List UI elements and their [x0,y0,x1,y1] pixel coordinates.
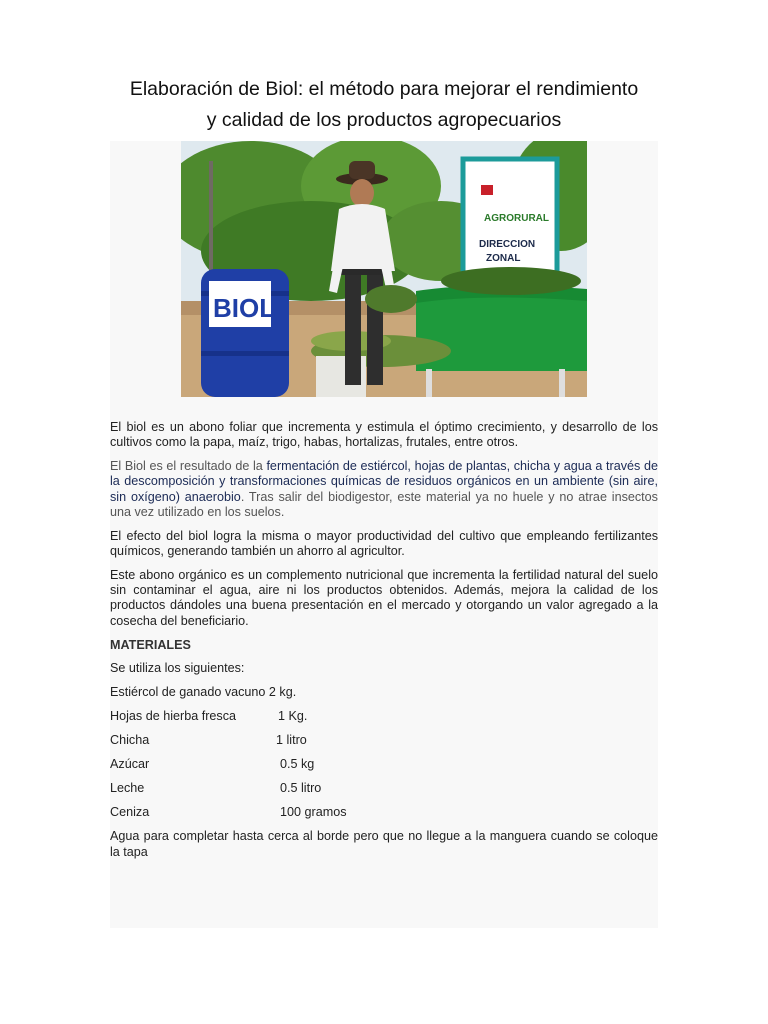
materials-heading: MATERIALES [110,637,191,652]
paragraph-effect: El efecto del biol logra la misma o mayor productividad del cultivo que empleando fertilizantes químicos, generando también un ahorro al agricultor. [110,528,658,559]
title-line-2: y calidad de los productos agropecuarios [206,109,562,131]
material-item [110,781,658,796]
paragraph-intro: El biol es un abono foliar que incrementa y estimula el óptimo crecimiento, y desarrollo de los cultivos como la papa, maíz, trigo, habas, hortalizas, frutales, entre otros. [110,420,658,450]
material-name: Leche [110,781,145,796]
material-name: Ceniza [110,805,150,820]
material-qty: 1 litro [276,733,307,748]
material-item [110,733,658,748]
material-name: Chicha [110,733,150,748]
paragraph-benefits: Este abono orgánico es un complemento nutricional que incrementa la fertilidad natural del suelo sin contaminar el agua, aire ni los productos obtenidos. Además, mejora la calidad de los productos dándoles una buena presentación en el mercado y otorgando un valor agregado a la cosecha del beneficiario. [110,567,658,628]
paragraph-closing: Agua para completar hasta cerca al borde pero que no llegue a la manguera cuando se coloque la tapa [110,829,658,859]
paragraph-definition [110,459,658,520]
definition-highlight: fermentación de estiércol, hojas de plantas, chicha y agua a través de la descomposición y transformaciones químicas de residuos orgánicos en un ambiente (sin aire, sin oxígeno) anaerobio [110,459,658,504]
article-body [110,420,658,868]
material-name: Estiércol de ganado vacuno 2 kg. [110,685,297,700]
materials-intro: Se utiliza los siguientes: [110,661,245,676]
material-item [110,685,658,700]
document-title [100,74,668,136]
definition-tail: . Tras salir del biodigestor, este material ya no huele y no atrae insectos una vez utilizado en los suelos. [110,489,658,519]
material-qty: 1 Kg. [278,709,308,724]
sign-line-1: DIRECCION [479,239,536,250]
barrel-label: BIOL [213,293,276,323]
material-item [110,757,658,772]
material-name: Azúcar [110,757,150,772]
sign-brand-text: AGRORURAL [484,213,549,224]
material-item [110,709,658,724]
material-name: Hojas de hierba fresca [110,709,237,724]
title-line-1: Elaboración de Biol: el método para mejorar el rendimiento [129,78,639,100]
material-item [110,805,658,820]
biol-photo [181,141,587,397]
material-qty: 100 gramos [280,805,347,820]
material-qty: 0.5 kg [280,757,315,772]
definition-lead: El Biol es el resultado de la [110,459,267,474]
sign-line-2: ZONAL [486,253,521,264]
material-qty: 0.5 litro [280,781,322,796]
